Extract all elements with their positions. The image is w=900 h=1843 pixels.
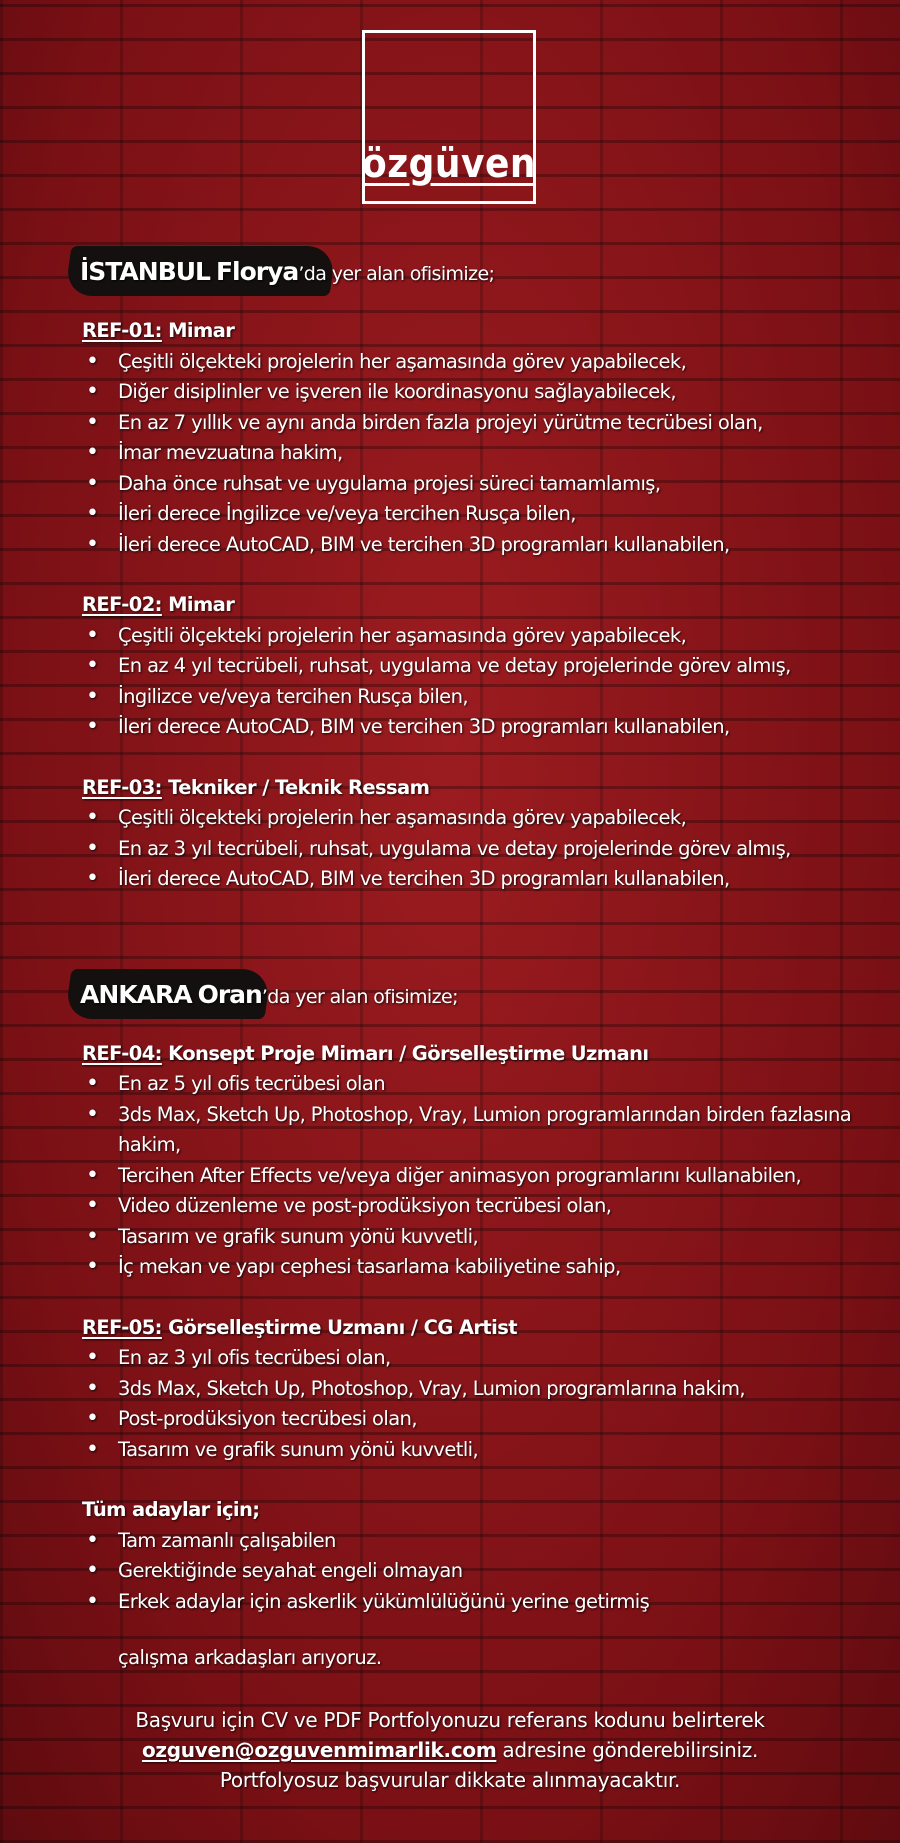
requirements-list-ref01 bbox=[82, 347, 872, 561]
city-name: ANKARA bbox=[80, 979, 192, 1009]
ref-title-02 bbox=[82, 590, 872, 621]
list-item: • Daha önce ruhsat ve uygulama projesi süreci tamamlamış, bbox=[82, 469, 872, 500]
ref-code: REF-03: bbox=[82, 775, 162, 799]
list-item: • En az 3 yıl ofis tecrübesi olan, bbox=[82, 1343, 872, 1374]
email-link[interactable]: ozguven@ozguvenmimarlik.com bbox=[141, 1738, 497, 1762]
ref-position: Mimar bbox=[161, 319, 235, 342]
list-item: • İmar mevzuatına hakim, bbox=[82, 438, 872, 469]
list-item: • Çeşitli ölçekteki projelerin her aşamasında görev yapabilecek, bbox=[82, 803, 872, 834]
ref-code: REF-01: bbox=[82, 319, 162, 342]
job-listing bbox=[82, 250, 872, 1674]
list-item: • Çeşitli ölçekteki projelerin her aşamasında görev yapabilecek, bbox=[82, 621, 872, 652]
requirements-list-ref03 bbox=[82, 803, 872, 895]
list-item: • Tasarım ve grafik sunum yönü kuvvetli, bbox=[82, 1435, 872, 1466]
list-item: • İleri derece AutoCAD, BIM ve tercihen 3D programları kullanabilen, bbox=[82, 712, 872, 743]
list-item: • Video düzenleme ve post-prodüksiyon tecrübesi olan, bbox=[82, 1191, 872, 1222]
list-item: • En az 5 yıl ofis tecrübesi olan bbox=[82, 1069, 872, 1100]
all-candidates-title: Tüm adaylar için; bbox=[82, 1498, 260, 1521]
list-item: • 3ds Max, Sketch Up, Photoshop, Vray, Lumion programlarından birden fazlasına hakim, bbox=[82, 1100, 872, 1161]
list-item: • Tercihen After Effects ve/veya diğer animasyon programlarını kullanabilen, bbox=[82, 1161, 872, 1192]
ref-position: Konsept Proje Mimarı / Görselleştirme Uzmanı bbox=[161, 1041, 649, 1065]
ref-code: REF-02: bbox=[82, 593, 162, 616]
district-name: Oran bbox=[197, 979, 262, 1009]
location-suffix: ’da yer alan ofisimize; bbox=[261, 985, 458, 1008]
list-item: • Post-prodüksiyon tecrübesi olan, bbox=[82, 1404, 872, 1435]
list-item: • 3ds Max, Sketch Up, Photoshop, Vray, Lumion programlarına hakim, bbox=[82, 1374, 872, 1405]
list-item: • İleri derece AutoCAD, BIM ve tercihen 3D programları kullanabilen, bbox=[82, 530, 872, 561]
ref-title-05 bbox=[82, 1313, 872, 1344]
location-heading-ankara bbox=[80, 973, 872, 1017]
list-item: • En az 4 yıl tecrübeli, ruhsat, uygulama ve detay projelerinde görev almış, bbox=[82, 651, 872, 682]
list-item: • Çeşitli ölçekteki projelerin her aşamasında görev yapabilecek, bbox=[82, 347, 872, 378]
requirements-list-all bbox=[82, 1526, 872, 1618]
ref-title-04 bbox=[82, 1039, 872, 1070]
city-name: İSTANBUL bbox=[80, 257, 210, 286]
district-name: Florya bbox=[215, 257, 299, 286]
ref-position: Tekniker / Teknik Ressam bbox=[161, 775, 430, 799]
footer-line-2 bbox=[0, 1735, 900, 1765]
requirements-list-ref05 bbox=[82, 1343, 872, 1465]
ref-position: Görselleştirme Uzmanı / CG Artist bbox=[161, 1315, 517, 1339]
footer-line-2-rest: adresine gönderebilirsiniz. bbox=[496, 1738, 759, 1762]
list-item: • Tasarım ve grafik sunum yönü kuvvetli, bbox=[82, 1222, 872, 1253]
ref-title-03 bbox=[82, 773, 872, 804]
ref-position: Mimar bbox=[161, 593, 235, 616]
list-item: • En az 3 yıl tecrübeli, ruhsat, uygulama ve detay projelerinde görev almış, bbox=[82, 834, 872, 865]
list-item: • Erkek adaylar için askerlik yükümlülüğünü yerine getirmiş bbox=[82, 1587, 872, 1618]
list-item: • İleri derece İngilizce ve/veya tercihen Rusça bilen, bbox=[82, 499, 872, 530]
list-item: • Gerektiğinde seyahat engeli olmayan bbox=[82, 1556, 872, 1587]
footer-line-3: Portfolyosuz başvurular dikkate alınmayacaktır. bbox=[219, 1768, 681, 1792]
application-footer bbox=[0, 1705, 900, 1795]
list-item: • İç mekan ve yapı cephesi tasarlama kabiliyetine sahip, bbox=[82, 1252, 872, 1283]
requirements-list-ref04 bbox=[82, 1069, 872, 1283]
list-item: • İngilizce ve/veya tercihen Rusça bilen, bbox=[82, 682, 872, 713]
list-item: • Diğer disiplinler ve işveren ile koordinasyonu sağlayabilecek, bbox=[82, 377, 872, 408]
list-item: • İleri derece AutoCAD, BIM ve tercihen 3D programları kullanabilen, bbox=[82, 864, 872, 895]
ref-title-01 bbox=[82, 316, 872, 347]
company-logo bbox=[362, 30, 536, 204]
ref-code: REF-04: bbox=[82, 1041, 162, 1065]
closing-text: çalışma arkadaşları arıyoruz. bbox=[118, 1646, 382, 1669]
list-item: • En az 7 yıllık ve aynı anda birden fazla projeyi yürütme tecrübesi olan, bbox=[82, 408, 872, 439]
location-heading-istanbul bbox=[80, 250, 872, 294]
logo-text: özgüven bbox=[361, 141, 537, 187]
location-suffix: ’da yer alan ofisimize; bbox=[298, 263, 495, 285]
ref-code: REF-05: bbox=[82, 1315, 162, 1339]
requirements-list-ref02 bbox=[82, 621, 872, 743]
footer-line-1: Başvuru için CV ve PDF Portfolyonuzu referans kodunu belirterek bbox=[135, 1708, 765, 1732]
list-item: • Tam zamanlı çalışabilen bbox=[82, 1526, 872, 1557]
